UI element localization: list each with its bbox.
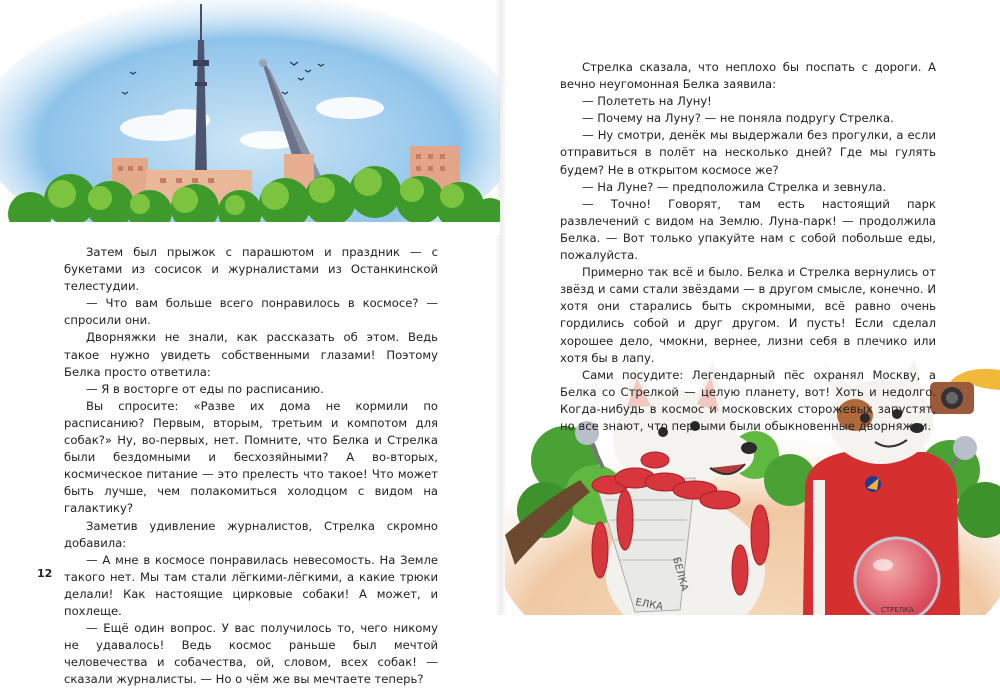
left-paragraph: Вы спросите: «Разве их дома не кормили по расписанию? Первым, вторым, третьим и компотом для собак?» Ну, во-первых, нет. Помните, что Белка и Стрелка были бездомными и бесхозяйными? А во-вторых, космическое питание — это прелесть что такое! Что может быть лучше, чем полакомиться холодцом с видом на галактику? bbox=[64, 398, 438, 516]
left-paragraph: Дворняжки не знали, как рассказать об этом. Ведь такое нужно увидеть собственными глазами! Поэтому Белка просто ответила: bbox=[64, 330, 438, 379]
city-illustration bbox=[0, 0, 500, 235]
left-paragraph: — Ещё один вопрос. У вас получилось то, чего никому не удавалось! Ведь космос раньше был мечтой человечества и собачества, ой, словом, всех собак! — сказали журналисты. — Но о чём же вы мечтаете теперь? bbox=[64, 621, 438, 687]
left-paragraph: — А мне в космосе понравилась невесомость. На Земле такого нет. Мы там стали лёгкими-лёгкими, а какие трюки делали! Как настоящие цирковые собаки! А может, и похлеще. bbox=[64, 552, 438, 618]
vest-patch-label: СТРЕЛКА bbox=[881, 606, 914, 614]
right-paragraph: — Почему на Луну? — не поняла подругу Стрелка. bbox=[582, 111, 894, 126]
space-helmet-bubble bbox=[855, 538, 939, 615]
right-paragraph: — Полететь на Луну! bbox=[582, 94, 712, 109]
right-paragraph: — Точно! Говорят, там есть настоящий парк развлечений с видом на Землю. Луна-парк! — продолжила Белка. — Вот только упакуйте нам с собой побольше еды, пожалуйста. bbox=[560, 196, 936, 263]
left-page-text bbox=[64, 244, 438, 688]
right-page-text bbox=[560, 59, 936, 435]
newspaper-bottom-label: ЕЛКА bbox=[634, 597, 664, 613]
right-paragraph: — На Луне? — предположила Стрелка и зевнула. bbox=[582, 179, 887, 194]
left-paragraph: — Что вам больше всего понравилось в космосе? — спросили они. bbox=[64, 296, 438, 328]
camera bbox=[930, 369, 1000, 414]
right-paragraph: Стрелка сказала, что неплохо бы поспать с дороги. А вечно неугомонная Белка заявила: bbox=[560, 60, 936, 92]
page-number: 12 bbox=[37, 567, 53, 580]
right-paragraph: — Ну смотри, денёк мы выдержали без прогулки, а если отправиться в полёт на несколько дней? Где мы гулять будем? Не в открытом космосе же? bbox=[560, 128, 936, 177]
right-paragraph: Примерно так всё и было. Белка и Стрелка вернулись от звёзд и сами стали звёздами — в другом смысле, конечно. И хотя они старались быть скромными, всё равно очень гордились собой и друг другом. И пусть! Если сделал хорошее дело, чмокни, вернее, лизни себя в плечико или хотя бы в лапу. bbox=[560, 265, 936, 365]
left-paragraph: — Я в восторге от еды по расписанию. bbox=[86, 381, 324, 396]
left-paragraph: Затем был прыжок с парашютом и праздник — с букетами из сосисок и журналистами из Останкинской телестудии. bbox=[64, 245, 438, 294]
right-paragraph: Сами посудите: Легендарный пёс охранял Москву, а Белка со Стрелкой — целую планету, вот! Хоть и недолго. Когда-нибудь в космос и московских сторожевых запустят, но все знают, что первыми были обыкновенные дворняжки. bbox=[560, 367, 936, 433]
city-illustration-svg bbox=[0, 0, 500, 235]
newspaper-label: БЕЛКА bbox=[670, 555, 690, 593]
left-paragraph: Заметив удивление журналистов, Стрелка скромно добавила: bbox=[64, 518, 438, 550]
